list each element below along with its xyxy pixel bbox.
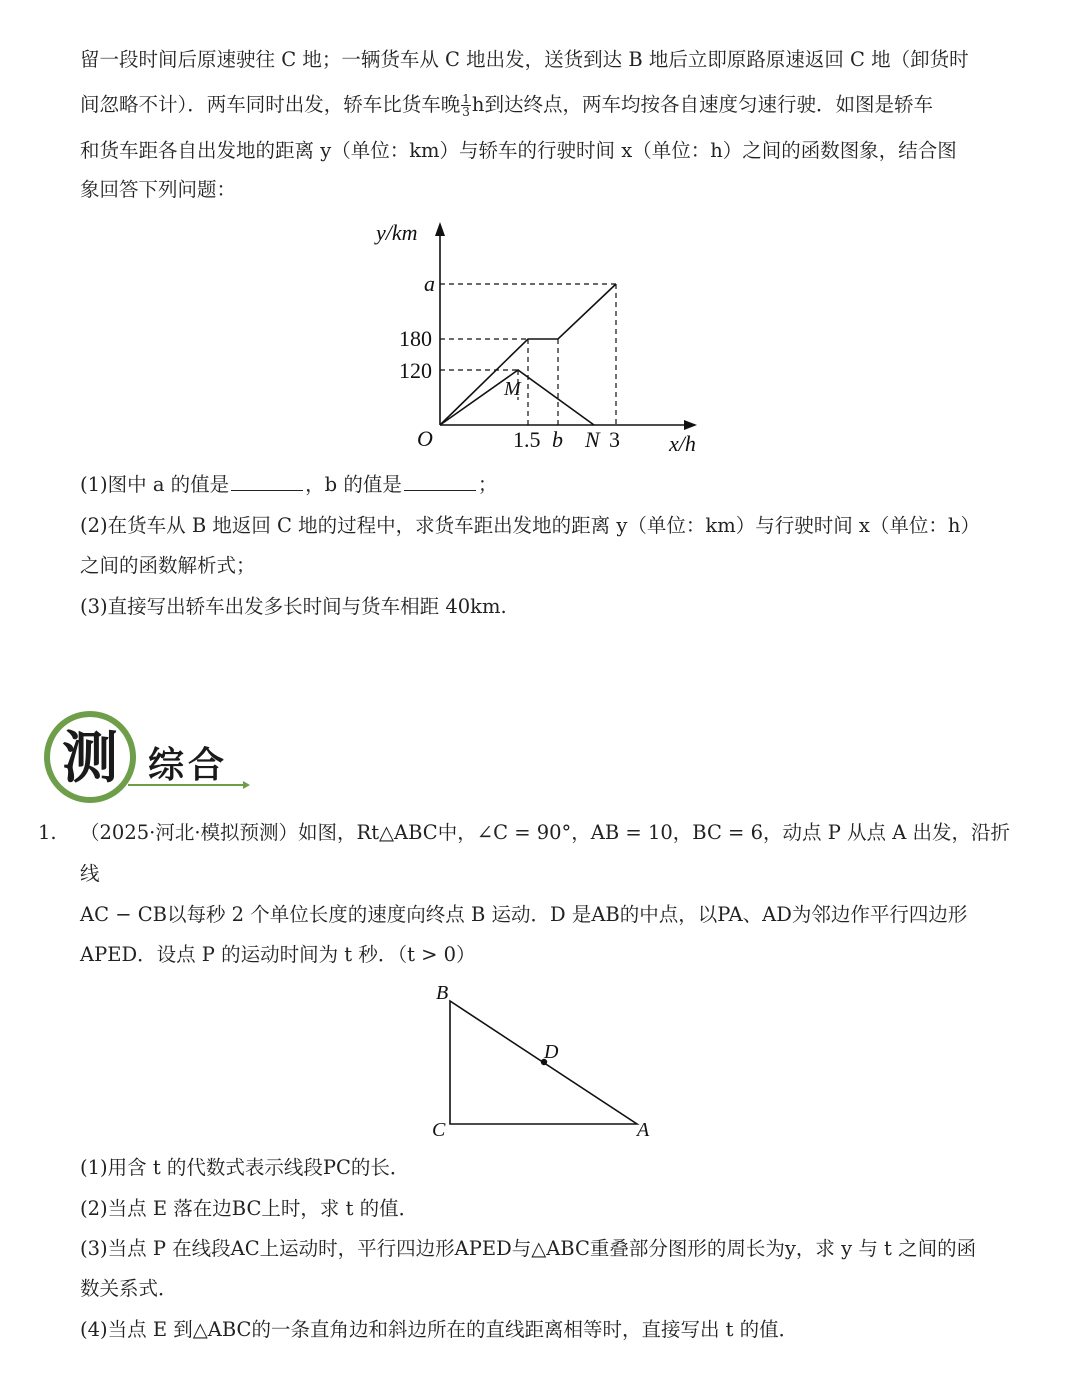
problem-text-line-2b: h到达终点，两车均按各自速度匀速行驶．如图是轿车 (471, 93, 933, 116)
question-2-line-1: (2)在货车从 B 地返回 C 地的过程中，求货车距出发地的距离 y（单位：km）与行驶时间 x（单位：h） (80, 514, 980, 537)
section-title: 综合 (148, 745, 229, 786)
problem-text-line-2a: 间忽略不计）．两车同时出发，轿车比货车晚 (80, 93, 461, 116)
triangle-figure (420, 975, 670, 1145)
problem-1-question-3-line-2: 数关系式． (80, 1277, 178, 1300)
problem-1-line-2: 线 (80, 862, 100, 885)
question-2-line-2: 之间的函数解析式； (80, 554, 256, 577)
answer-blank-b[interactable] (404, 472, 476, 491)
label-a: A (637, 1119, 650, 1141)
question-1-text-c: ； (477, 473, 498, 496)
label-c: C (432, 1119, 446, 1141)
problem-1-question-2: (2)当点 E 落在边BC上时，求 t 的值． (80, 1197, 419, 1220)
badge-character: 测 (62, 726, 118, 791)
y-tick-180: 180 (399, 326, 432, 351)
problem-1-question-4: (4)当点 E 到△ABC的一条直角边和斜边所在的直线距离相等时，直接写出 t 的值． (80, 1318, 799, 1341)
badge-underline-tip-icon (243, 781, 250, 789)
label-b: B (436, 982, 449, 1004)
fraction-denominator: 3 (462, 105, 470, 119)
x-tick-3: 3 (609, 427, 620, 452)
x-tick-1.5: 1.5 (513, 427, 541, 452)
question-1-text-a: (1)图中 a 的值是 (80, 473, 230, 496)
x-tick-b: b (552, 427, 563, 452)
problem-1-line-4: APED．设点 P 的运动时间为 t 秒．（t > 0） (80, 943, 476, 966)
fraction-numerator: 1 (462, 92, 470, 106)
problem-1-line-3: AC − CB以每秒 2 个单位长度的速度向终点 B 运动．D 是AB的中点，以PA、AD为邻边作平行四边形 (80, 903, 968, 926)
answer-blank-a[interactable] (231, 472, 303, 491)
problem-1-question-3-line-1: (3)当点 P 在线段AC上运动时，平行四边形APED与△ABC重叠部分图形的周长为y，求 y 与 t 之间的函 (80, 1237, 977, 1260)
problem-text-line-3: 和货车距各自出发地的距离 y（单位：km）与轿车的行驶时间 x（单位：h）之间的函数图象，结合图 (80, 139, 957, 162)
question-1-text-b: ，b 的值是 (305, 473, 402, 496)
fraction-one-third (461, 93, 471, 118)
function-graph (360, 210, 730, 460)
x-axis-label: x/h (669, 431, 696, 456)
x-tick-n: N (585, 427, 600, 452)
point-m-label: M (504, 378, 521, 400)
problem-text-line-1: 留一段时间后原速驶往 C 地；一辆货车从 C 地出发，送货到达 B 地后立即原路原速返回 C 地（卸货时 (80, 48, 969, 71)
question-3: (3)直接写出轿车出发多长时间与货车相距 40km. (80, 595, 507, 618)
x-axis-arrow-icon (684, 420, 697, 430)
question-1 (80, 472, 497, 498)
problem-1-number: 1. (38, 821, 57, 844)
y-axis-label: y/km (376, 220, 418, 245)
problem-text-line-2 (80, 92, 933, 118)
problem-1-line-1: （2025·河北·模拟预测）如图，Rt△ABC中，∠C = 90°，AB = 10，BC = 6，动点 P 从点 A 出发，沿折 (80, 821, 1011, 844)
problem-1-question-1: (1)用含 t 的代数式表示线段PC的长． (80, 1156, 410, 1179)
y-tick-120: 120 (399, 358, 432, 383)
origin-label: O (417, 426, 433, 451)
problem-text-line-4: 象回答下列问题： (80, 178, 237, 201)
label-d: D (544, 1041, 559, 1063)
y-axis-arrow-icon (435, 222, 445, 236)
y-tick-a: a (424, 271, 435, 296)
section-header-badge (38, 705, 253, 805)
